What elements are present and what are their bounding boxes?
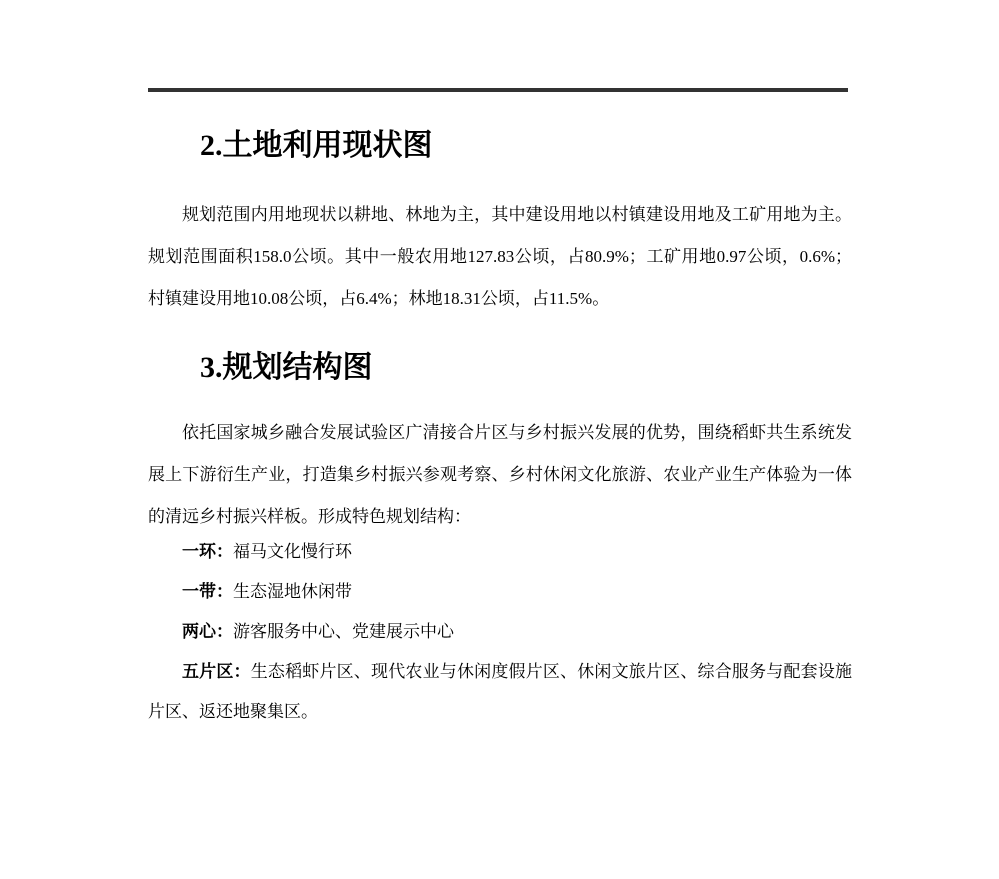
structure-item-belt — [148, 572, 852, 612]
structure-item-zones — [148, 652, 852, 732]
section-2-heading: 2.土地利用现状图 — [200, 129, 433, 162]
section-2-paragraph: 规划范围内用地现状以耕地、林地为主，其中建设用地以村镇建设用地及工矿用地为主。规划范围面积158.0公顷。其中一般农用地127.83公顷，占80.9%；工矿用地0.97公顷，0.6%；村镇建设用地10.08公顷，占6.4%；林地18.31公顷，占11.5%。 — [148, 205, 852, 308]
section-3-heading: 3.规划结构图 — [200, 351, 373, 384]
structure-item-text: 福马文化慢行环 — [233, 542, 352, 561]
structure-item-label: 一环： — [182, 542, 233, 561]
structure-item-label: 两心： — [182, 622, 233, 641]
section-3-paragraph: 依托国家城乡融合发展试验区广清接合片区与乡村振兴发展的优势，围绕稻虾共生系统发展上下游衍生产业，打造集乡村振兴参观考察、乡村休闲文化旅游、农业产业生产体验为一体的清远乡村振兴样板。形成特色规划结构： — [148, 423, 852, 526]
header-divider — [148, 88, 848, 92]
structure-item-text: 生态稻虾片区、现代农业与休闲度假片区、休闲文旅片区、综合服务与配套设施片区、返还地聚集区。 — [148, 662, 853, 721]
structure-list — [148, 532, 852, 732]
structure-item-label: 五片区： — [182, 662, 251, 681]
structure-item-ring — [148, 532, 852, 572]
structure-item-text: 游客服务中心、党建展示中心 — [233, 622, 454, 641]
document-page — [148, 88, 852, 732]
structure-item-text: 生态湿地休闲带 — [233, 582, 352, 601]
structure-item-label: 一带： — [182, 582, 233, 601]
structure-item-centers — [148, 612, 852, 652]
